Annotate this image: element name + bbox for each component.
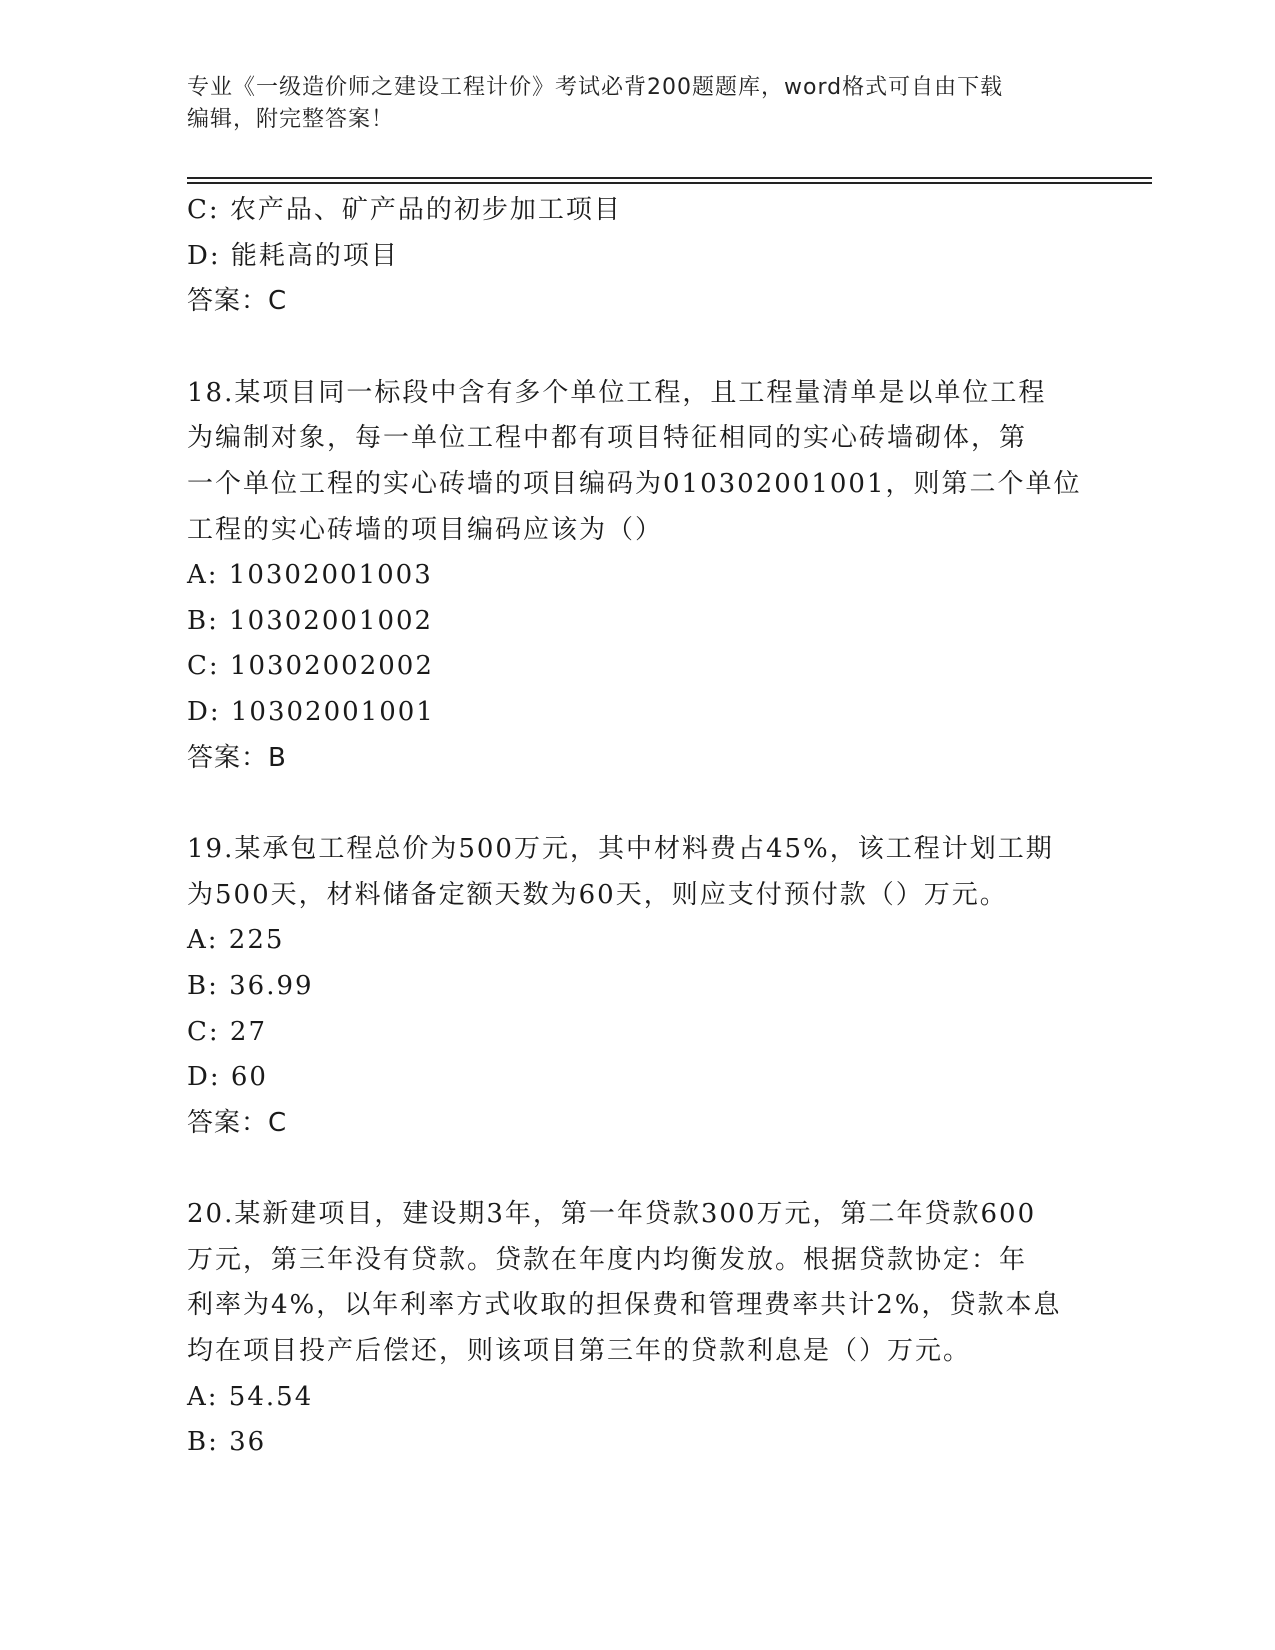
option-a: A: 225 — [187, 925, 285, 956]
answer-line: 答案：C — [187, 286, 288, 317]
question-text-line: 一个单位工程的实心砖墙的项目编码为010302001001，则第二个单位 — [187, 468, 1082, 499]
question-text-line: 工程的实心砖墙的项目编码应该为（） — [187, 514, 664, 545]
option-b: B: 36 — [187, 1427, 267, 1458]
header-divider-top — [187, 177, 1152, 179]
question-text-line: 万元，第三年没有贷款。贷款在年度内均衡发放。根据贷款协定：年 — [187, 1244, 1028, 1275]
question-text-line: 18.某项目同一标段中含有多个单位工程，且工程量清单是以单位工程 — [187, 377, 1047, 408]
answer-line: 答案：B — [187, 742, 287, 773]
question-text — [187, 371, 1087, 553]
option-c: C: 10302002002 — [187, 651, 434, 682]
option-c: C: 27 — [187, 1016, 268, 1047]
header-title-line-1: 专业《一级造价师之建设工程计价》考试必背200题题库，word格式可自由下载 — [187, 75, 1004, 100]
question-text — [187, 827, 1087, 918]
option-d: D: 能耗高的项目 — [187, 240, 399, 271]
option-b: B: 10302001002 — [187, 605, 434, 636]
question-20 — [187, 1192, 1087, 1466]
document-header — [187, 72, 1087, 136]
option-d: D: 10302001001 — [187, 696, 435, 727]
question-text-line: 为编制对象，每一单位工程中都有项目特征相同的实心砖墙砌体，第 — [187, 423, 1028, 454]
question-content — [187, 188, 1087, 1466]
question-text-line: 19.某承包工程总价为500万元，其中材料费占45%，该工程计划工期 — [187, 834, 1054, 865]
option-c: C: 农产品、矿产品的初步加工项目 — [187, 195, 622, 225]
option-a: A: 54.54 — [187, 1381, 314, 1412]
question-19 — [187, 827, 1087, 1146]
option-b: B: 36.99 — [187, 970, 314, 1001]
question-text-line: 20.某新建项目，建设期3年，第一年贷款300万元，第二年贷款600 — [187, 1199, 1037, 1230]
question-text-line: 为500天，材料储备定额天数为60天，则应支付预付款（）万元。 — [187, 879, 1008, 910]
option-d: D: 60 — [187, 1062, 268, 1093]
answer-line: 答案：C — [187, 1107, 288, 1138]
header-title-line-2: 编辑，附完整答案！ — [187, 107, 395, 132]
question-text-line: 利率为4%，以年利率方式收取的担保费和管理费率共计2%，贷款本息 — [187, 1290, 1062, 1321]
question-text-line: 均在项目投产后偿还，则该项目第三年的贷款利息是（）万元。 — [187, 1336, 972, 1367]
header-divider-bottom — [187, 182, 1152, 184]
previous-question-tail — [187, 188, 1087, 325]
question-18 — [187, 371, 1087, 781]
question-text — [187, 1192, 1087, 1374]
option-a: A: 10302001003 — [187, 560, 433, 591]
